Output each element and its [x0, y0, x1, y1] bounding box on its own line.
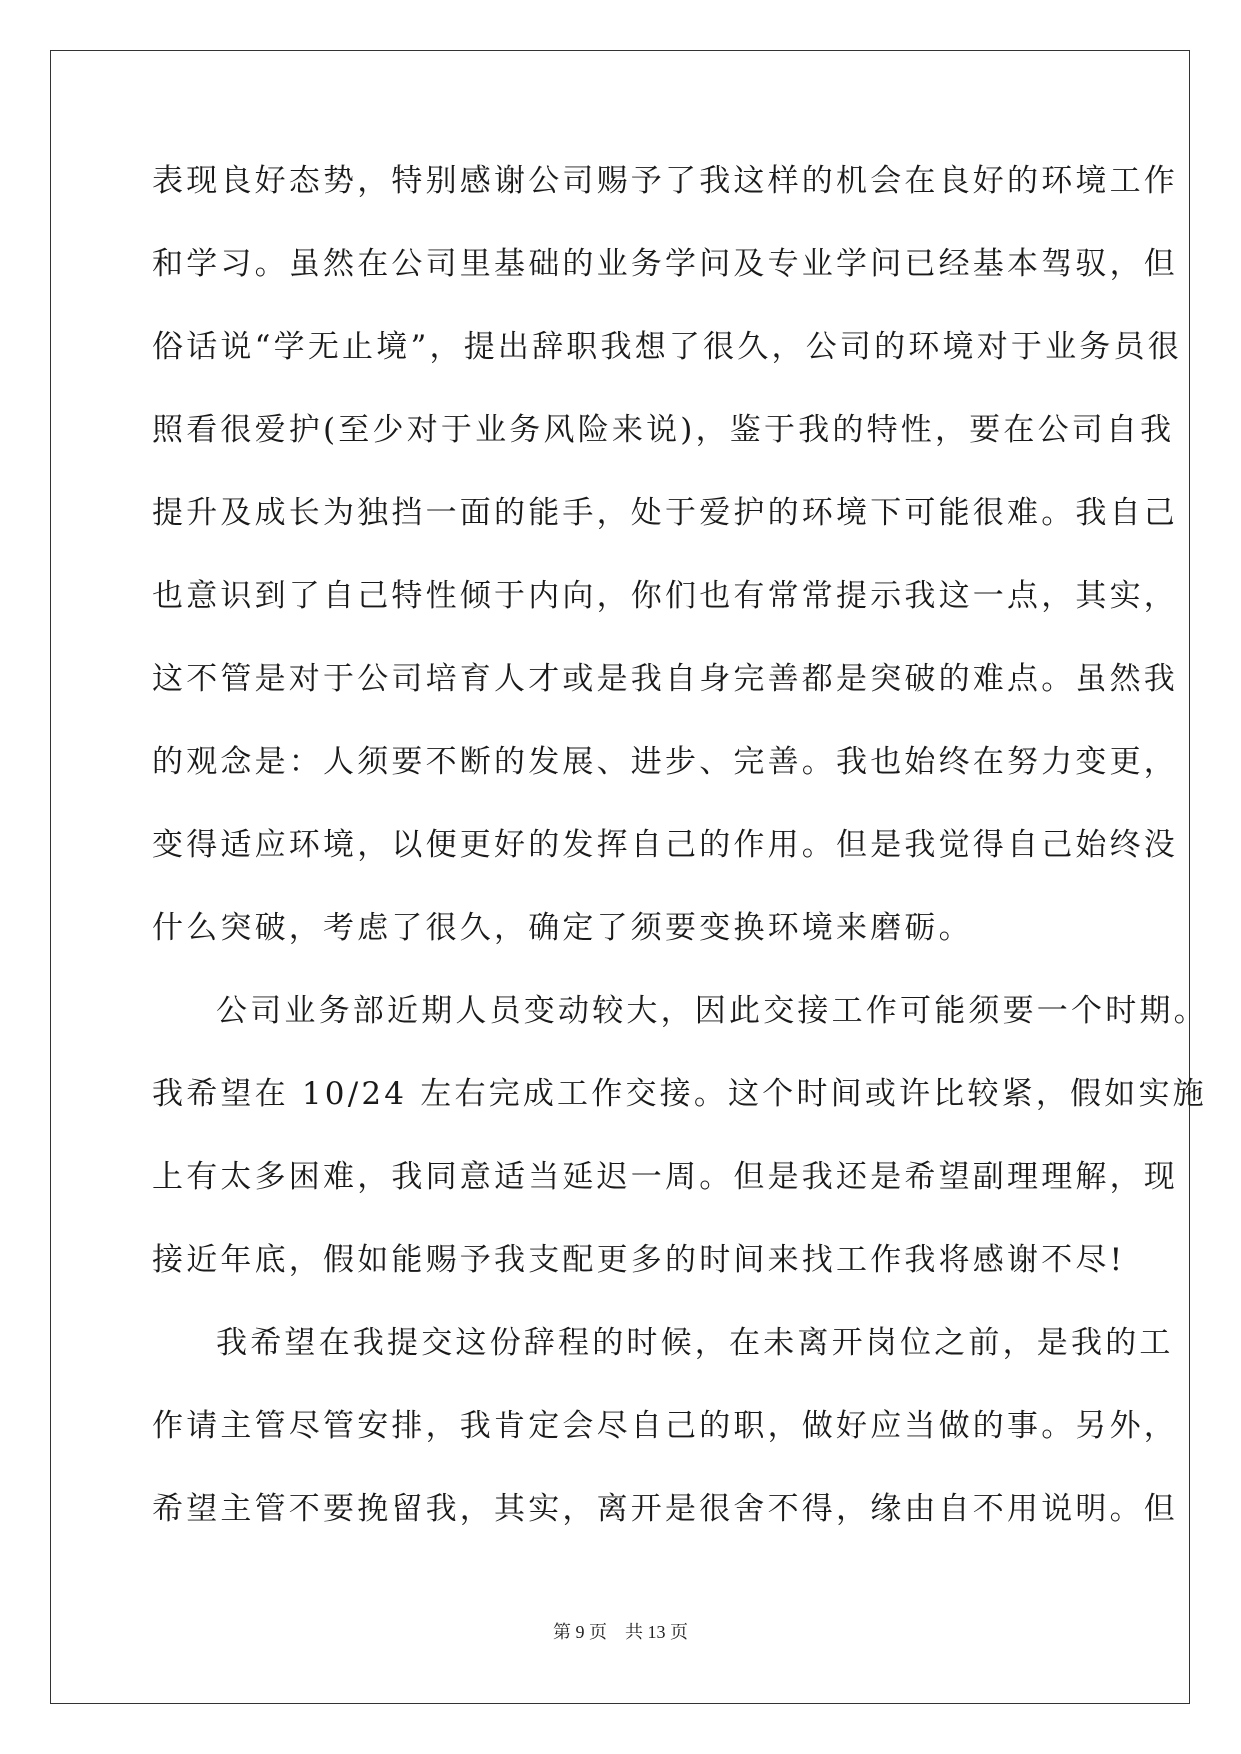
page-footer: [0, 1618, 1241, 1644]
paragraph-first-line: 我希望在我提交这份辞程的时候，在未离开岗位之前，是我的工: [216, 1325, 1174, 1361]
paragraph-first-line: 公司业务部近期人员变动较大，因此交接工作可能须要一个时期。: [216, 993, 1208, 1029]
text-line: 作请主管尽管安排，我肯定会尽自己的职，做好应当做的事。另外，: [152, 1408, 1178, 1444]
page-total: 共 13 页: [625, 1622, 688, 1642]
text-line: 提升及成长为独挡一面的能手，处于爱护的环境下可能很难。我自己: [152, 495, 1178, 531]
text-line: 的观念是：人须要不断的发展、进步、完善。我也始终在努力变更，: [152, 744, 1178, 780]
document-body: [152, 160, 1208, 1571]
text-line: 表现良好态势，特别感谢公司赐予了我这样的机会在良好的环境工作: [152, 163, 1178, 199]
page-number: 第 9 页: [553, 1622, 607, 1642]
text-line: 这不管是对于公司培育人才或是我自身完善都是突破的难点。虽然我: [152, 661, 1178, 697]
text-line: 接近年底，假如能赐予我支配更多的时间来找工作我将感谢不尽!: [152, 1242, 1126, 1278]
text-line: 和学习。虽然在公司里基础的业务学问及专业学问已经基本驾驭，但: [152, 246, 1178, 282]
text-line: 也意识到了自己特性倾于内向，你们也有常常提示我这一点，其实，: [152, 578, 1178, 614]
text-line: 俗话说“学无止境”，提出辞职我想了很久，公司的环境对于业务员很: [152, 329, 1182, 365]
text-line: 什么突破，考虑了很久，确定了须要变换环境来磨砺。: [152, 910, 973, 946]
text-line: 上有太多困难，我同意适当延迟一周。但是我还是希望副理理解，现: [152, 1159, 1178, 1195]
text-line: 希望主管不要挽留我，其实，离开是很舍不得，缘由自不用说明。但: [152, 1491, 1178, 1527]
text-line: 变得适应环境，以便更好的发挥自己的作用。但是我觉得自己始终没: [152, 827, 1178, 863]
text-line: 照看很爱护(至少对于业务风险来说)，鉴于我的特性，要在公司自我: [152, 412, 1175, 448]
text-line: 我希望在 10/24 左右完成工作交接。这个时间或许比较紧，假如实施: [152, 1076, 1207, 1112]
